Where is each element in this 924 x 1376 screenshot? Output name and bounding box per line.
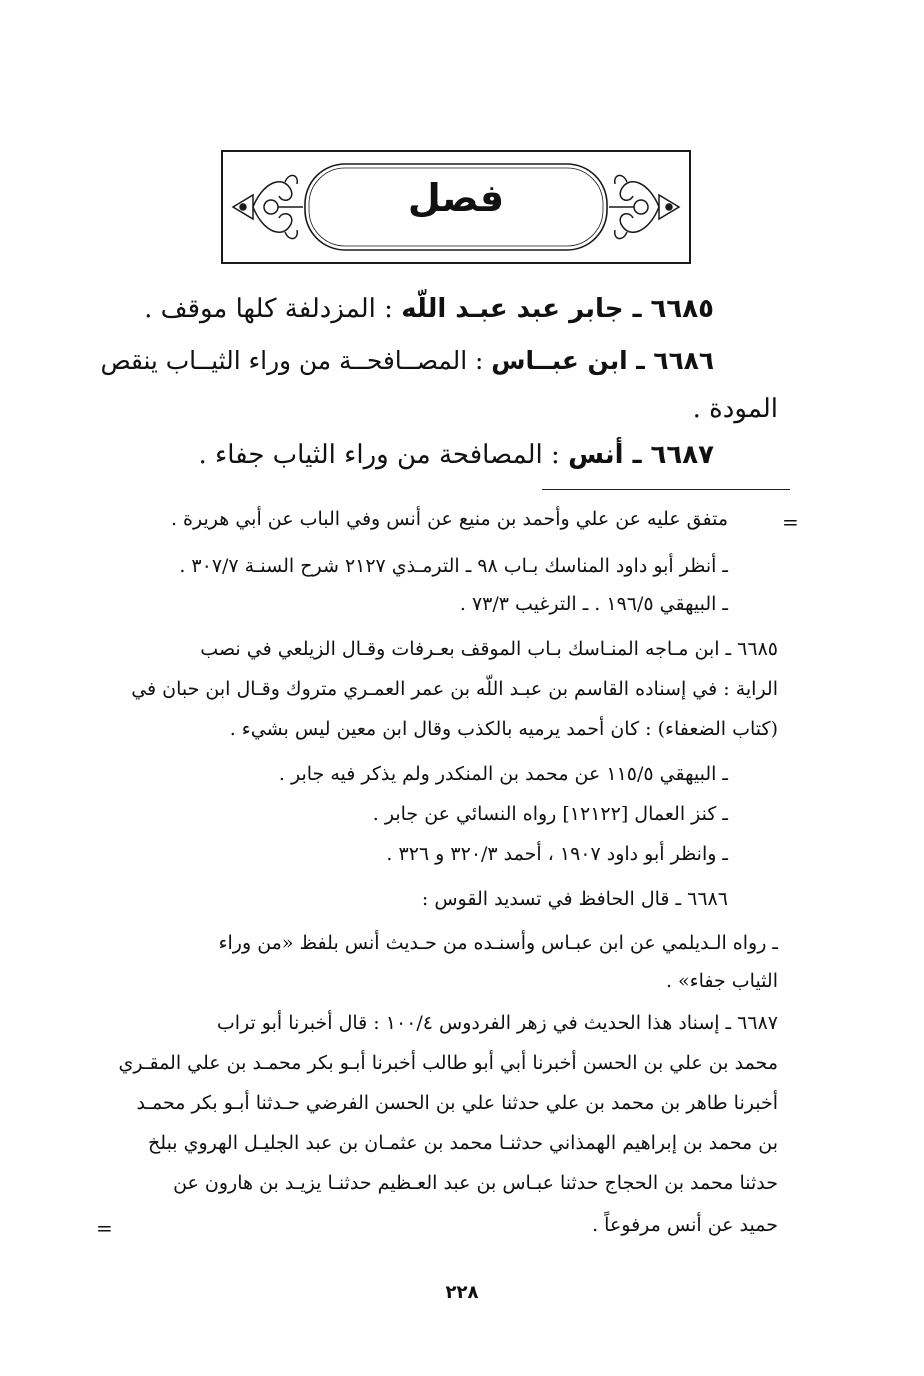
continuation-mark: = — [782, 510, 799, 534]
footnote-line: ـ كنز العمال [١٢١٢٢] رواه النسائي عن جابر . — [372, 803, 728, 825]
footnote-line: ـ أنظر أبو داود المناسك بـاب ٩٨ ـ الترمـذي ٢١٢٧ شرح السنـة ٣٠٧/٧ . — [179, 555, 728, 577]
entry-6687: ٦٦٨٧ ـ أنس : المصافحة من وراء الثياب جفاء . — [198, 440, 714, 470]
entry-number: ٦٦٨٥ — [650, 294, 714, 324]
entry-text: المصافحة من وراء الثياب جفاء . — [198, 440, 543, 470]
footnote-line: محمد بن علي بن الحسن أخبرنا أبي أبو طالب أخبرنا أبـو بكر محمـد بن علي المقـري — [118, 1052, 778, 1074]
entry-6685: ٦٦٨٥ ـ جابر عبد عبـد اللّه : المزدلفة كلها موقف . — [144, 294, 714, 324]
entry-narrator: أنس — [568, 440, 624, 470]
footnote-separator — [542, 489, 790, 490]
page-number: ٢٢٨ — [445, 1282, 479, 1303]
footnote-line: متفق عليه عن علي وأحمد بن منيع عن أنس وفي الباب عن أبي هريرة . — [170, 508, 728, 530]
footnote-line: الراية : في إسناده القاسم بن عبـد اللّه بن عمر العمـري متروك وقـال ابن حبان في — [131, 678, 778, 700]
footnote-line: بن محمد بن إبراهيم الهمذاني حدثنـا محمد بن عثمـان بن عبد الجليـل الهروي ببلخ — [148, 1132, 778, 1154]
footnote-line: ٦٦٨٧ ـ إسناد هذا الحديث في زهر الفردوس ١٠٠/٤ : قال أخبرنا أبو تراب — [216, 1012, 778, 1034]
entry-continuation: المودة . — [692, 394, 778, 424]
entry-text: المزدلفة كلها موقف . — [144, 294, 376, 324]
continuation-mark: = — [96, 1216, 113, 1240]
footnote-line: الثياب جفاء» . — [665, 970, 778, 992]
entry-text: المصــافحــة من وراء الثيــاب ينقص — [100, 346, 468, 375]
section-heading: فصل — [407, 176, 505, 220]
footnote-line: حدثنا محمد بن الحجاج حدثنا عبـاس بن عبد العـظيم حدثنـا يزيـد بن هارون عن — [173, 1172, 778, 1194]
entry-6686: ٦٦٨٦ ـ ابن عبــاس : المصــافحــة من وراء الثيــاب ينقص — [100, 346, 714, 375]
footnote-line: ـ البيهقي ١١٥/٥ عن محمد بن المنكدر ولم يذكر فيه جابر . — [278, 763, 728, 785]
entry-number: ٦٦٨٧ — [650, 440, 714, 470]
entry-narrator: جابر عبد عبـد اللّه — [401, 294, 624, 324]
footnote-line: أخبرنا طاهر بن محمد بن علي حدثنا علي بن الحسن الفرضي حـدثنا أبـو بكر محمـد — [136, 1092, 778, 1114]
footnote-line: ـ رواه الـديلمي عن ابن عبـاس وأسنـده من حـديث أنس بلفظ «من وراء — [218, 932, 778, 954]
title-frame — [221, 150, 691, 264]
footnote-line: ٦٦٨٦ ـ قال الحافظ في تسديد القوس : — [421, 888, 728, 910]
footnote-line: (كتاب الضعفاء) : كان أحمد يرميه بالكذب وقال ابن معين ليس بشيء . — [229, 718, 778, 740]
footnote-line: ـ البيهقي ١٩٦/٥ . ـ الترغيب ٧٣/٣ . — [459, 593, 728, 615]
footnote-line: ٦٦٨٥ ـ ابن مـاجه المنـاسك بـاب الموقف بعـرفات وقـال الزيلعي في نصب — [200, 638, 778, 660]
entry-number: ٦٦٨٦ — [653, 346, 714, 375]
footnote-line: ـ وانظر أبو داود ١٩٠٧ ، أحمد ٣٢٠/٣ و ٣٢٦ . — [386, 843, 728, 865]
footnote-line: حميد عن أنس مرفوعاً . — [592, 1214, 778, 1236]
entry-narrator: ابن عبــاس — [491, 346, 628, 375]
